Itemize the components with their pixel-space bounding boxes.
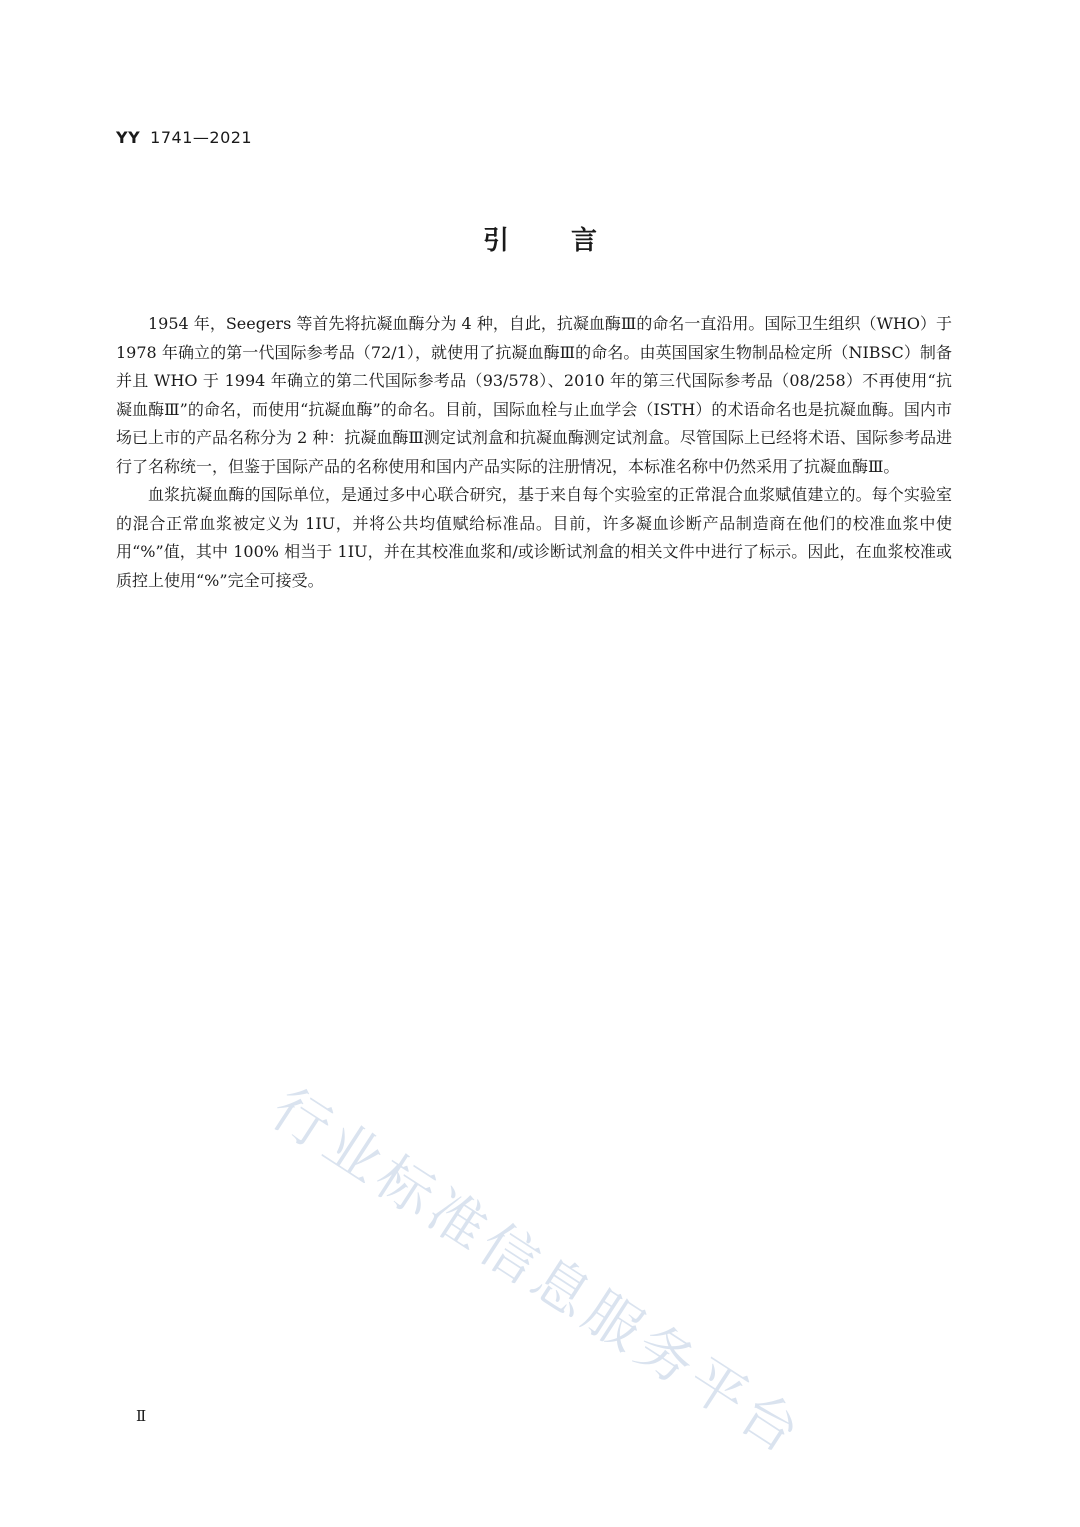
standard-number: 1741—2021 xyxy=(150,128,253,147)
page-number: Ⅱ xyxy=(136,1407,147,1425)
page-title: 引言 xyxy=(482,226,659,256)
standard-prefix: YY xyxy=(116,128,141,147)
watermark: 行业标准信息服务平台 xyxy=(259,1076,816,1469)
standard-code xyxy=(116,128,252,147)
paragraph-1: 1954 年，Seegers 等首先将抗凝血酶分为 4 种，自此，抗凝血酶Ⅲ的命名一直沿用。国际卫生组织（WHO）于 1978 年确立的第一代国际参考品（72/1），就使用了抗凝血酶Ⅲ的命名。由英国国家生物制品检定所（NIBSC）制备并且 WHO 于 1994 年确立的第二代国际参考品（93/578）、2010 年的第三代国际参考品（08/258）不再使用“抗凝血酶Ⅲ”的命名，而使用“抗凝血酶”的命名。目前，国际血栓与止血学会（ISTH）的术语命名也是抗凝血酶。国内市场已上市的产品名称分为 2 种：抗凝血酶Ⅲ测定试剂盒和抗凝血酶测定试剂盒。尽管国际上已经将术语、国际参考品进行了名称统一，但鉴于国际产品的名称使用和国内产品实际的注册情况，本标准名称中仍然采用了抗凝血酶Ⅲ。 xyxy=(116,314,952,476)
paragraph-2: 血浆抗凝血酶的国际单位，是通过多中心联合研究，基于来自每个实验室的正常混合血浆赋值建立的。每个实验室的混合正常血浆被定义为 1IU，并将公共均值赋给标准品。目前，许多凝血诊断产品制造商在他们的校准血浆中使用“%”值，其中 100% 相当于 1IU，并在其校准血浆和/或诊断试剂盒的相关文件中进行了标示。因此，在血浆校准或质控上使用“%”完全可接受。 xyxy=(116,485,952,590)
introduction-body xyxy=(116,310,952,595)
